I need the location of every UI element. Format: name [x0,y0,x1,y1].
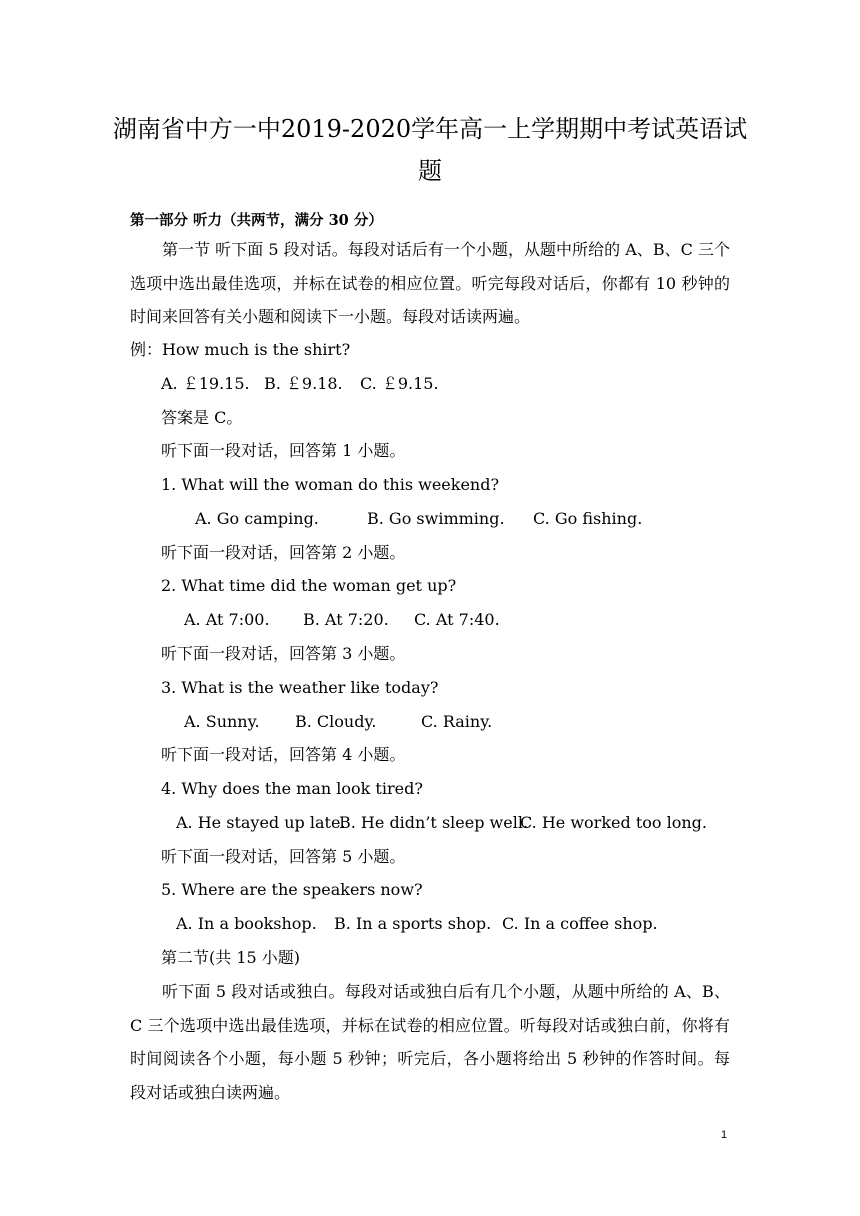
page-number: 1 [721,1129,728,1141]
title-line-2: 题 [418,157,442,185]
section2-intro: 听下面 5 段对话或独白。每段对话或独白后有几个小题，从题中所给的 A、B、C 三个选项中选出最佳选项，并标在试卷的相应位置。听每段对话或独白前，你将有时间阅读各个小题，每小题 5 秒钟；听完后，各小题将给出 5 秒钟的作答时间。每段对话或独白读两遍。 [130,982,730,1102]
q1-options [195,509,642,529]
part1-heading: 第一部分 听力（共两节，满分 30 分） [130,212,383,229]
title-line-1: 湖南省中方一中2019-2020学年高一上学期期中考试英语试 [112,115,748,143]
q5-prompt: 听下面一段对话，回答第 5 小题。 [161,847,406,866]
q3-option-c: C. Rainy. [421,712,493,731]
section1-intro: 第一节 听下面 5 段对话。每段对话后有一个小题，从题中所给的 A、B、C 三个选项中选出最佳选项，并标在试卷的相应位置。听完每段对话后，你都有 10 秒钟的时间来回答有关小题和阅读下一小题。每段对话读两遍。 [130,240,730,326]
q4-option-c: C. He worked too long. [520,813,707,832]
section2-heading: 第二节(共 15 小题) [161,948,301,967]
q1-option-b: B. Go swimming. [367,509,505,528]
example-option-b: B. ￡9.18. [264,374,343,393]
q3-options [184,712,492,732]
q5-option-a: A. In a bookshop. [176,914,317,933]
q2-option-a: A. At 7:00. [184,610,270,629]
q5-options [176,914,658,934]
example-question: 例：How much is the shirt? [130,340,351,359]
q5-option-b: B. In a sports shop. [334,914,492,933]
q4-option-b: B. He didn’t sleep well. [339,813,529,832]
example-options [161,374,439,394]
q1-prompt: 听下面一段对话，回答第 1 小题。 [161,441,406,460]
q3-text: 3. What is the weather like today? [161,678,439,697]
q2-prompt: 听下面一段对话，回答第 2 小题。 [161,543,406,562]
q2-options [184,610,500,630]
q2-option-b: B. At 7:20. [303,610,389,629]
q3-prompt: 听下面一段对话，回答第 3 小题。 [161,644,406,663]
q3-option-a: A. Sunny. [184,712,260,731]
example-option-a: A. ￡19.15. [161,374,250,393]
q4-option-a: A. He stayed up late. [176,813,346,832]
example-option-c: C. ￡9.15. [360,374,439,393]
q1-option-a: A. Go camping. [195,509,319,528]
q1-option-c: C. Go fishing. [533,509,643,528]
document-title [100,108,760,192]
q5-option-c: C. In a coffee shop. [502,914,658,933]
q5-text: 5. Where are the speakers now? [161,880,423,899]
q2-option-c: C. At 7:40. [414,610,500,629]
q1-text: 1. What will the woman do this weekend? [161,475,500,494]
q2-text: 2. What time did the woman get up? [161,576,457,595]
example-answer: 答案是 C。 [161,408,243,427]
q3-option-b: B. Cloudy. [295,712,377,731]
q4-prompt: 听下面一段对话，回答第 4 小题。 [161,745,406,764]
q4-options [176,813,707,833]
q4-text: 4. Why does the man look tired? [161,779,423,798]
